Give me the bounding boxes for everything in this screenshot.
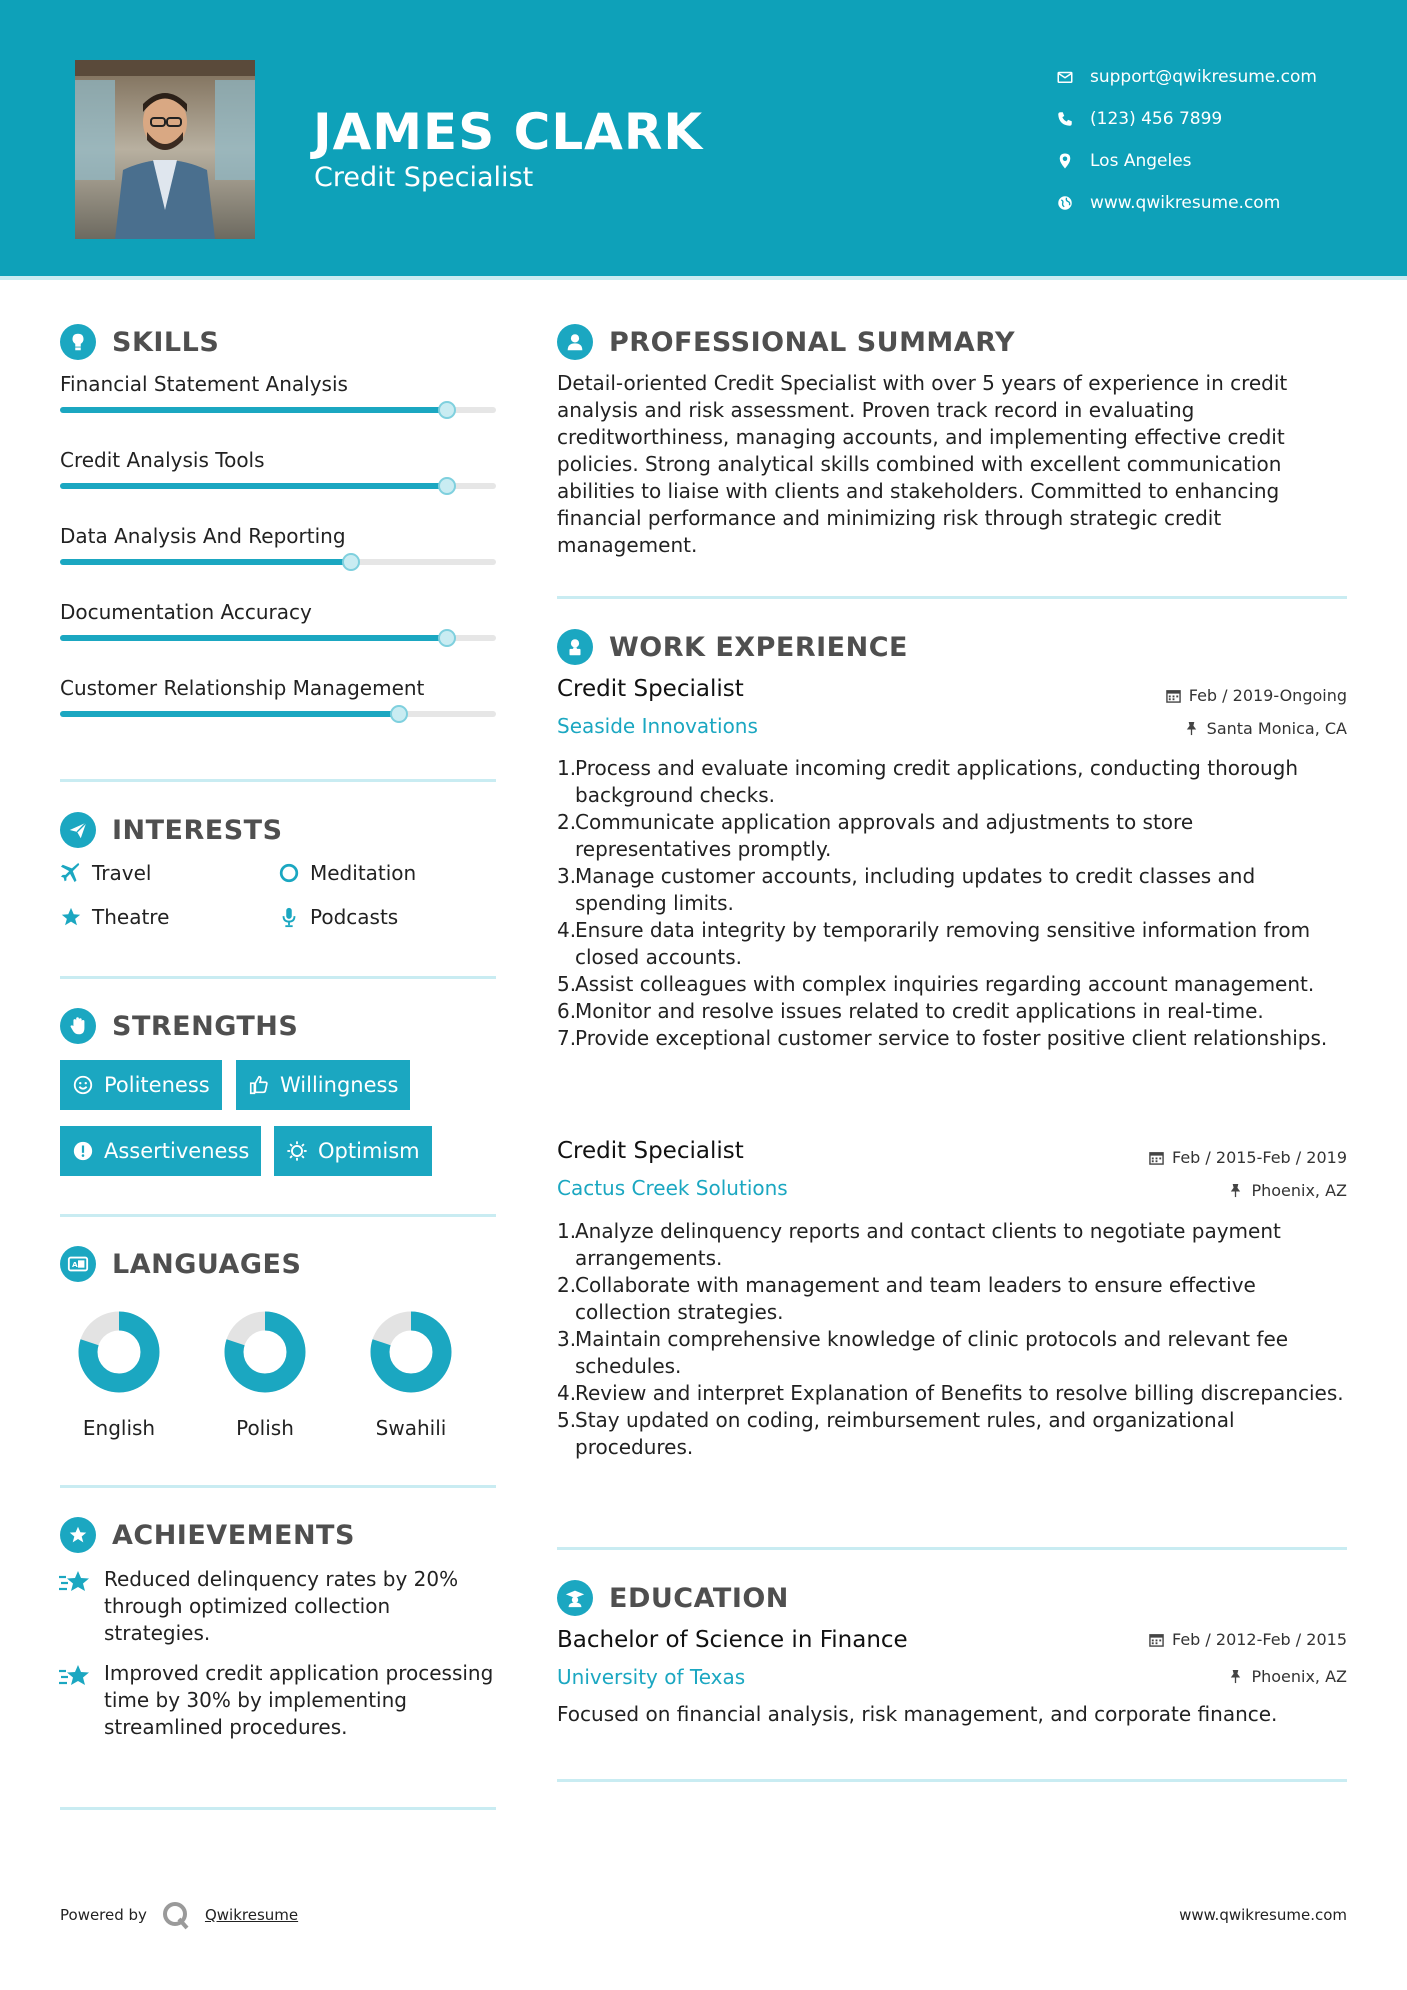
section-divider	[60, 1807, 496, 1810]
strength-badge	[60, 1126, 261, 1176]
interest-item	[60, 905, 169, 929]
skill-name: Credit Analysis Tools	[60, 448, 265, 472]
contact-location	[1056, 140, 1396, 182]
skill-name: Financial Statement Analysis	[60, 372, 348, 396]
calendar-icon	[1149, 1150, 1164, 1165]
achievements-title: ACHIEVEMENTS	[112, 1519, 355, 1551]
achievement-text: Improved credit application processing time by 30% by implementing streamlined procedures.	[104, 1661, 494, 1739]
svg-text:A: A	[72, 1260, 78, 1270]
job-bullet: 4. Ensure data integrity by temporarily removing sensitive information from closed accounts.	[557, 917, 1347, 971]
skill-item	[60, 600, 496, 624]
strength-label: Assertiveness	[104, 1139, 250, 1163]
job-date-text: Feb / 2019-Ongoing	[1188, 686, 1347, 705]
skill-bar	[60, 483, 496, 489]
envelope-icon	[1056, 68, 1074, 86]
contact-website[interactable]	[1056, 182, 1396, 224]
language-donut	[221, 1308, 309, 1396]
job-date	[1149, 1148, 1347, 1167]
star-badge-icon	[60, 1517, 96, 1553]
job-company: Seaside Innovations	[557, 714, 758, 738]
footer-credit	[60, 1900, 298, 1930]
interest-item	[60, 861, 151, 885]
contact-email-text: support@qwikresume.com	[1090, 67, 1317, 87]
skill-bar	[60, 711, 496, 717]
language-item	[205, 1308, 325, 1440]
interests-title: INTERESTS	[112, 814, 283, 846]
language-name: Polish	[236, 1416, 294, 1440]
interest-label: Meditation	[310, 861, 417, 885]
skills-title: SKILLS	[112, 326, 220, 358]
skill-item	[60, 448, 496, 472]
smile-icon	[72, 1074, 94, 1096]
job-bullet-text: Monitor and resolve issues related to credit applications in real-time.	[575, 999, 1264, 1023]
skill-bar-knob	[438, 629, 456, 647]
calendar-icon	[1166, 688, 1181, 703]
lightbulb-icon	[60, 324, 96, 360]
hand-icon	[60, 1008, 96, 1044]
job-location-text: Santa Monica, CA	[1206, 719, 1347, 738]
calendar-icon	[1149, 1632, 1164, 1647]
job-bullet-text: Communicate application approvals and adjustments to store representatives promptly.	[575, 810, 1194, 861]
section-divider	[557, 596, 1347, 599]
interest-item	[278, 905, 398, 929]
job-bullet-text: Manage customer accounts, including updates to credit classes and spending limits.	[575, 864, 1256, 915]
achievement-item	[58, 1566, 498, 1647]
strength-badge	[274, 1126, 432, 1176]
section-divider	[60, 1485, 496, 1488]
skill-bar-fill	[60, 407, 448, 413]
education-description: Focused on financial analysis, risk management, and corporate finance.	[557, 1702, 1278, 1726]
interest-label: Theatre	[92, 905, 170, 929]
section-divider	[60, 1214, 496, 1217]
globe-icon	[1056, 194, 1074, 212]
skills-heading	[60, 324, 219, 360]
language-name: Swahili	[375, 1416, 447, 1440]
summary-text: Detail-oriented Credit Specialist with over 5 years of experience in credit analysis and risk assessment. Proven track record in evaluating creditworthiness, managing accounts, and implementing effective credit policies. Strong analytical skills combined with excellent communication abilities to liaise with clients and stakeholders. Committed to enhancing financial performance and minimizing risk through strategic credit management.	[557, 371, 1288, 557]
job-bullet-text: Stay updated on coding, reimbursement rules, and organizational procedures.	[575, 1408, 1235, 1459]
job-title: Credit Specialist	[557, 1138, 744, 1164]
skill-name: Documentation Accuracy	[60, 600, 312, 624]
interest-item	[278, 861, 416, 885]
job-bullet: 6. Monitor and resolve issues related to credit applications in real-time.	[557, 999, 1264, 1023]
briefcase-user-icon	[557, 629, 593, 665]
user-icon	[557, 324, 593, 360]
skill-bar-fill	[60, 635, 448, 641]
achievements-heading	[60, 1517, 355, 1553]
language-item	[351, 1308, 471, 1440]
section-divider	[60, 976, 496, 979]
star-icon	[60, 906, 82, 928]
strength-label: Willingness	[280, 1073, 399, 1097]
skill-bar-knob	[438, 477, 456, 495]
education-date	[1149, 1630, 1347, 1649]
job-company: Cactus Creek Solutions	[557, 1176, 788, 1200]
circle-icon	[278, 862, 300, 884]
shooting-star-icon	[58, 1568, 92, 1598]
language-name: English	[82, 1416, 156, 1440]
contact-website-text: www.qwikresume.com	[1090, 193, 1281, 213]
education-school: University of Texas	[557, 1665, 746, 1689]
language-donut	[75, 1308, 163, 1396]
job-bullet: 1. Process and evaluate incoming credit applications, conducting thorough background checks.	[557, 755, 1347, 809]
job-bullet: 1. Analyze delinquency reports and contact clients to negotiate payment arrangements.	[557, 1218, 1347, 1272]
summary-title: PROFESSIONAL SUMMARY	[609, 326, 1016, 358]
thumbs-up-icon	[248, 1074, 270, 1096]
job-bullet: 5. Assist colleagues with complex inquiries regarding account management.	[557, 972, 1315, 996]
achievement-text: Reduced delinquency rates by 20% through optimized collection strategies.	[104, 1567, 459, 1645]
map-pin-icon	[1056, 152, 1074, 170]
strengths-heading	[60, 1008, 298, 1044]
summary-heading	[557, 324, 1015, 360]
skill-bar-fill	[60, 711, 400, 717]
job-bullets	[557, 1218, 1347, 1461]
contact-email[interactable]	[1056, 56, 1396, 98]
job-bullet-text: Assist colleagues with complex inquiries regarding account management.	[575, 972, 1315, 996]
skill-bar	[60, 559, 496, 565]
resume-header	[0, 0, 1407, 276]
strength-badge	[60, 1060, 222, 1110]
contact-info	[1056, 56, 1396, 224]
job-title: Credit Specialist	[557, 676, 744, 702]
strength-badge	[236, 1060, 410, 1110]
interest-label: Podcasts	[310, 905, 399, 929]
job-location-text: Phoenix, AZ	[1251, 1181, 1347, 1200]
skill-name: Customer Relationship Management	[60, 676, 425, 700]
sun-icon	[286, 1140, 308, 1162]
job-bullet-text: Review and interpret Explanation of Benefits to resolve billing discrepancies.	[575, 1381, 1344, 1405]
header-underline	[0, 276, 1407, 280]
skill-bar	[60, 407, 496, 413]
exclamation-icon	[72, 1140, 94, 1162]
interest-label: Travel	[92, 861, 152, 885]
education-title: EDUCATION	[609, 1582, 789, 1614]
microphone-icon	[278, 906, 300, 928]
strength-label: Optimism	[318, 1139, 420, 1163]
language-donut	[367, 1308, 455, 1396]
job-date	[1166, 686, 1347, 705]
section-divider	[60, 779, 496, 782]
education-location-text: Phoenix, AZ	[1251, 1667, 1347, 1686]
pushpin-icon	[1228, 1183, 1243, 1198]
interests-heading	[60, 812, 283, 848]
job-bullet-text: Maintain comprehensive knowledge of clinic protocols and relevant fee schedules.	[575, 1327, 1289, 1378]
footer-website[interactable]: www.qwikresume.com	[1179, 1906, 1347, 1924]
skill-bar-knob	[438, 401, 456, 419]
contact-phone[interactable]	[1056, 98, 1396, 140]
skill-item	[60, 524, 496, 548]
paper-plane-icon	[60, 812, 96, 848]
education-location	[1228, 1667, 1347, 1686]
job-date-text: Feb / 2015-Feb / 2019	[1172, 1148, 1347, 1167]
language-icon	[60, 1246, 96, 1282]
section-divider	[557, 1547, 1347, 1550]
job-location	[1228, 1181, 1347, 1200]
education-degree: Bachelor of Science in Finance	[557, 1627, 908, 1653]
shooting-star-icon	[58, 1662, 92, 1692]
skill-item	[60, 372, 496, 396]
candidate-name: JAMES CLARK	[313, 103, 704, 161]
footer-brand-link[interactable]: Qwikresume	[204, 1906, 299, 1924]
qwikresume-logo-icon	[161, 1900, 191, 1930]
job-bullet: 3. Manage customer accounts, including updates to credit classes and spending limits.	[557, 863, 1347, 917]
languages-heading	[60, 1246, 301, 1282]
job-bullet: 7. Provide exceptional customer service to foster positive client relationships.	[557, 1026, 1328, 1050]
phone-icon	[1056, 110, 1074, 128]
job-bullets	[557, 755, 1347, 1052]
work-heading	[557, 629, 908, 665]
education-date-text: Feb / 2012-Feb / 2015	[1172, 1630, 1347, 1649]
skill-bar-knob	[390, 705, 408, 723]
skill-bar-fill	[60, 559, 352, 565]
skill-bar-fill	[60, 483, 448, 489]
job-bullet: 3. Maintain comprehensive knowledge of clinic protocols and relevant fee schedules.	[557, 1326, 1347, 1380]
strength-label: Politeness	[104, 1073, 210, 1097]
skill-name: Data Analysis And Reporting	[60, 524, 346, 548]
plane-icon	[60, 862, 82, 884]
skill-bar	[60, 635, 496, 641]
pushpin-icon	[1228, 1669, 1243, 1684]
achievement-item	[58, 1660, 498, 1741]
job-bullet: 4. Review and interpret Explanation of Benefits to resolve billing discrepancies.	[557, 1381, 1344, 1405]
job-bullet-text: Analyze delinquency reports and contact clients to negotiate payment arrangements.	[575, 1219, 1281, 1270]
pushpin-icon	[1184, 721, 1199, 736]
job-bullet-text: Collaborate with management and team leaders to ensure effective collection strategies.	[575, 1273, 1256, 1324]
skill-bar-knob	[342, 553, 360, 571]
strengths-title: STRENGTHS	[112, 1010, 299, 1042]
profile-photo	[75, 60, 255, 239]
candidate-title: Credit Specialist	[314, 162, 534, 193]
footer-powered-by: Powered by	[60, 1906, 147, 1924]
language-item	[59, 1308, 179, 1440]
job-bullet: 2. Communicate application approvals and adjustments to store representatives promptly.	[557, 809, 1347, 863]
job-bullet-text: Process and evaluate incoming credit applications, conducting thorough background checks.	[575, 756, 1299, 807]
education-heading	[557, 1580, 789, 1616]
job-bullet-text: Ensure data integrity by temporarily removing sensitive information from closed accounts.	[575, 918, 1311, 969]
work-title: WORK EXPERIENCE	[609, 631, 908, 663]
job-bullet: 2. Collaborate with management and team leaders to ensure effective collection strategies.	[557, 1272, 1347, 1326]
contact-location-text: Los Angeles	[1090, 151, 1192, 171]
skill-item	[60, 676, 496, 700]
graduate-icon	[557, 1580, 593, 1616]
section-divider	[557, 1779, 1347, 1782]
contact-phone-text: (123) 456 7899	[1090, 109, 1223, 129]
languages-title: LANGUAGES	[112, 1248, 302, 1280]
job-bullet-text: Provide exceptional customer service to foster positive client relationships.	[575, 1026, 1328, 1050]
job-bullet: 5. Stay updated on coding, reimbursement rules, and organizational procedures.	[557, 1407, 1347, 1461]
job-location	[1184, 719, 1347, 738]
